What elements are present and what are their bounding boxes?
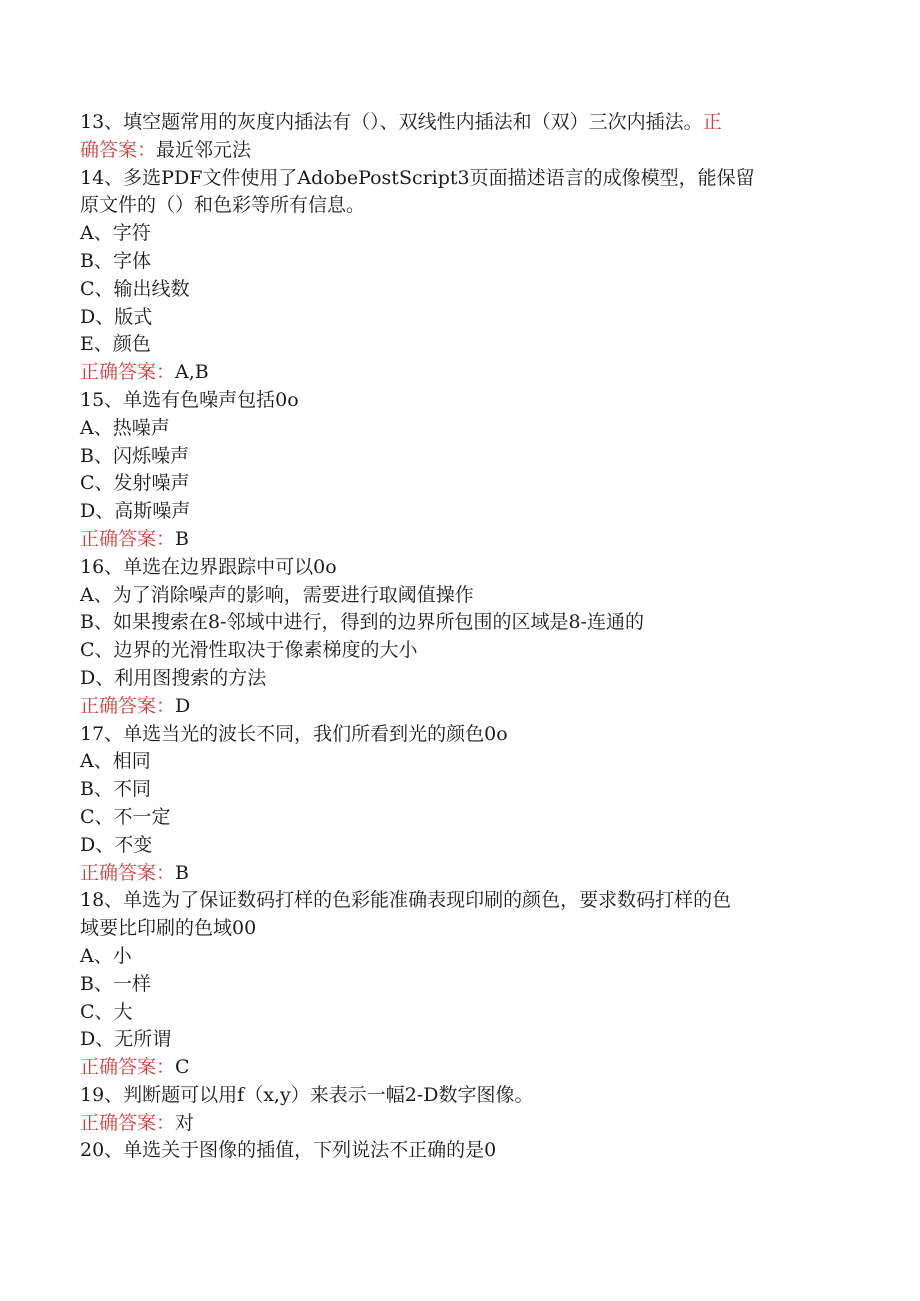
answer-value: C: [175, 1056, 190, 1079]
answer-13: [80, 137, 830, 165]
option-14-b: B、字体: [80, 249, 151, 272]
option-17-d: D、不变: [80, 833, 153, 856]
answer-value: 对: [175, 1111, 195, 1134]
question-15-text: 15、单选有色噪声包括0o: [80, 388, 299, 411]
option-16-d: D、利用图搜索的方法: [80, 666, 267, 689]
answer-label: 正确答案：: [80, 1111, 176, 1134]
answer-19: [80, 1110, 830, 1138]
option-15-d: D、高斯噪声: [80, 500, 191, 523]
question-14-text: 14、多选PDF文件使用了AdobePostScript3页面描述语言的成像模型，能保留: [80, 166, 755, 189]
question-list: [80, 109, 830, 1165]
question-13-text: 13、填空题常用的灰度内插法有（）、双线性内插法和（双）三次内插法。正: [80, 111, 722, 133]
question-18-text: 18、单选为了保证数码打样的色彩能准确表现印刷的颜色，要求数码打样的色: [80, 889, 732, 912]
answer-value: A,B: [175, 361, 209, 384]
answer-label: 正确答案：: [80, 527, 176, 550]
option-16-a: A、为了消除噪声的影响，需要进行取阈值操作: [80, 583, 474, 606]
answer-16: [80, 693, 830, 721]
question-19-text: 19、判断题可以用f（x,y）来表示一幅2-D数字图像。: [80, 1083, 534, 1106]
answer-value: 最近邻元法: [156, 138, 252, 161]
option-15-b: B、闪烁噪声: [80, 444, 189, 467]
question-16-text: 16、单选在边界跟踪中可以0o: [80, 555, 337, 578]
option-18-b: B、一样: [80, 972, 151, 995]
answer-17: [80, 860, 830, 888]
option-16-c: C、边界的光滑性取决于像素梯度的大小: [80, 639, 418, 662]
answer-label: 正确答案：: [80, 361, 176, 384]
answer-14: [80, 359, 830, 387]
option-15-a: A、热噪声: [80, 416, 170, 439]
option-15-c: C、发射噪声: [80, 472, 190, 495]
option-18-c: C、大: [80, 1000, 133, 1023]
answer-18: [80, 1054, 830, 1082]
question-17-text: 17、单选当光的波长不同，我们所看到光的颜色0o: [80, 722, 508, 745]
question-14-text-cont: 原文件的（）和色彩等所有信息。: [80, 194, 366, 217]
option-14-c: C、输出线数: [80, 277, 190, 300]
option-16-b: B、如果搜索在8-邻域中进行，得到的边界所包围的区域是8-连通的: [80, 611, 644, 634]
answer-value: B: [175, 861, 189, 884]
answer-label: 正确答案：: [80, 694, 176, 717]
answer-15: [80, 526, 830, 554]
question-18-text-cont: 域要比印刷的色域00: [80, 917, 257, 940]
option-14-d: D、版式: [80, 305, 153, 328]
answer-label: 确答案：: [80, 138, 157, 161]
answer-label-13a: 正: [702, 111, 722, 133]
option-17-b: B、不同: [80, 778, 151, 801]
option-18-d: D、无所谓: [80, 1028, 172, 1051]
option-18-a: A、小: [80, 944, 132, 967]
option-17-c: C、不一定: [80, 805, 171, 828]
question-20-text: 20、单选关于图像的插值，下列说法不正确的是0: [80, 1139, 497, 1162]
answer-value: D: [175, 694, 191, 717]
option-17-a: A、相同: [80, 750, 151, 773]
option-14-e: E、颜色: [80, 333, 151, 356]
answer-value: B: [175, 527, 189, 550]
answer-label: 正确答案：: [80, 861, 176, 884]
answer-label: 正确答案：: [80, 1056, 176, 1079]
option-14-a: A、字符: [80, 222, 151, 245]
